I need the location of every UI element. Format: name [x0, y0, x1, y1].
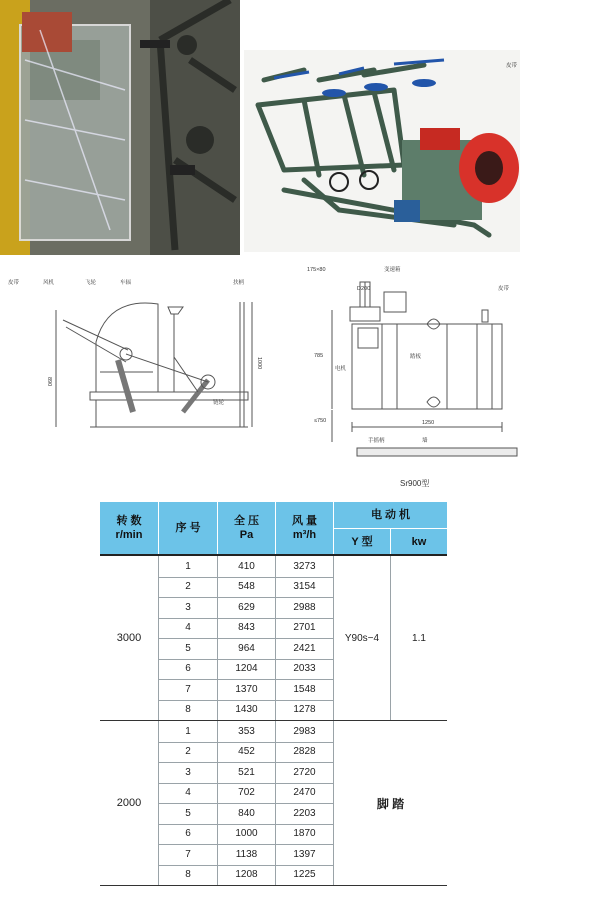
label-chainwheel: 链轮: [213, 400, 225, 406]
label-fan: 风机: [43, 280, 55, 286]
header-pressure: 全 压 Pa: [218, 502, 275, 554]
drive-type-cell: 脚 踏: [376, 796, 405, 811]
table-cell-no: 3: [185, 601, 191, 613]
table-cell-no: 8: [185, 704, 191, 716]
table-cell-flow: 1397: [293, 848, 316, 860]
table-cell-pa: 843: [238, 622, 255, 634]
plan-view-drawing: [302, 262, 520, 494]
table-cell-no: 2: [185, 581, 191, 593]
header-motor-power: kw: [391, 529, 447, 554]
table-cell-flow: 1278: [293, 704, 316, 716]
motor-power-cell: 1.1: [412, 632, 426, 644]
table-cell-flow: 2033: [293, 663, 316, 675]
table-cell-pa: 452: [238, 746, 255, 758]
table-cell-pa: 1138: [235, 848, 258, 860]
table-cell-pa: 1370: [235, 683, 258, 695]
packed-machine-illustration: [0, 0, 240, 255]
label-crank: 手摇柄: [368, 438, 385, 444]
table-cell-no: 1: [185, 560, 191, 572]
label-height-785: 785: [314, 353, 324, 359]
header-flow: 风 量 m³/h: [276, 502, 333, 554]
table-cell-no: 5: [185, 807, 191, 819]
table-cell-no: 6: [185, 828, 191, 840]
label-width-1250: 1250: [422, 420, 435, 426]
table-cell-flow: 1870: [293, 828, 316, 840]
label-seat-bar: 车辐: [120, 280, 132, 286]
table-cell-flow: 1225: [293, 869, 316, 881]
table-cell-flow: 2421: [293, 642, 316, 654]
label-height-890: 890: [46, 377, 52, 387]
table-cell-flow: 2983: [293, 725, 316, 737]
table-cell-pa: 410: [238, 560, 255, 572]
label-flywheel: 飞轮: [85, 280, 97, 286]
table-cell-flow: 2470: [293, 787, 316, 799]
table-cell-pa: 840: [238, 807, 255, 819]
table-cell-no: 2: [185, 746, 191, 758]
header-motor-model: Y 型: [334, 529, 390, 554]
table-cell-flow: 3154: [293, 581, 316, 593]
label-motor: 电机: [335, 366, 347, 372]
table-cell-pa: 964: [238, 642, 255, 654]
label-pedal: 踏板: [410, 354, 422, 360]
table-cell-no: 6: [185, 663, 191, 675]
label-height-1000: 1000: [256, 357, 262, 370]
header-speed: 转 数 r/min: [100, 502, 158, 554]
table-cell-pa: 521: [238, 766, 255, 778]
table-cell-flow: 3273: [293, 560, 316, 572]
pedal-fan-rig-illustration: [244, 50, 520, 252]
table-cell-no: 4: [185, 622, 191, 634]
table-cell-flow: 2720: [293, 766, 316, 778]
spec-table: [100, 502, 447, 886]
table-cell-no: 7: [185, 848, 191, 860]
label-handrail: 扶柄: [233, 280, 245, 286]
table-cell-pa: 548: [238, 581, 255, 593]
photo-pedal-fan-rig: [244, 50, 520, 252]
table-cell-no: 7: [185, 683, 191, 695]
label-gearbox: 变速箱: [384, 267, 401, 273]
table-cell-no: 1: [185, 725, 191, 737]
label-outlet: D200: [357, 286, 371, 292]
label-wall: 墙: [422, 438, 428, 444]
drawing-caption: Sr900型: [400, 479, 430, 488]
table-cell-no: 8: [185, 869, 191, 881]
table-cell-pa: 629: [238, 601, 255, 613]
table-cell-flow: 2828: [293, 746, 316, 758]
label-belt: 皮带: [8, 280, 20, 286]
speed-cell: 3000: [116, 632, 142, 644]
header-index: 序 号: [159, 502, 217, 554]
table-cell-pa: 1208: [235, 869, 258, 881]
speed-cell: 2000: [116, 797, 142, 809]
table-cell-flow: 2203: [293, 807, 316, 819]
table-cell-flow: 2988: [293, 601, 316, 613]
photo-packed-machine: [0, 0, 240, 255]
table-cell-pa: 702: [238, 787, 255, 799]
table-cell-no: 5: [185, 642, 191, 654]
label-depth-750: ≤750: [314, 418, 327, 424]
table-cell-flow: 1548: [293, 683, 316, 695]
table-cell-no: 3: [185, 766, 191, 778]
label-inlet-size: 175×80: [307, 267, 326, 273]
table-cell-flow: 2701: [293, 622, 316, 634]
table-cell-pa: 1430: [235, 704, 258, 716]
header-motor: 电 动 机: [334, 502, 447, 528]
label-belt-photo: 皮带: [506, 63, 518, 69]
table-cell-pa: 353: [238, 725, 255, 737]
motor-model-cell: Y90s−4: [344, 632, 380, 644]
side-elevation-drawing: [8, 272, 270, 442]
table-cell-pa: 1000: [235, 828, 258, 840]
label-belt-plan: 皮带: [498, 286, 510, 292]
table-cell-pa: 1204: [235, 663, 258, 675]
table-cell-no: 4: [185, 787, 191, 799]
